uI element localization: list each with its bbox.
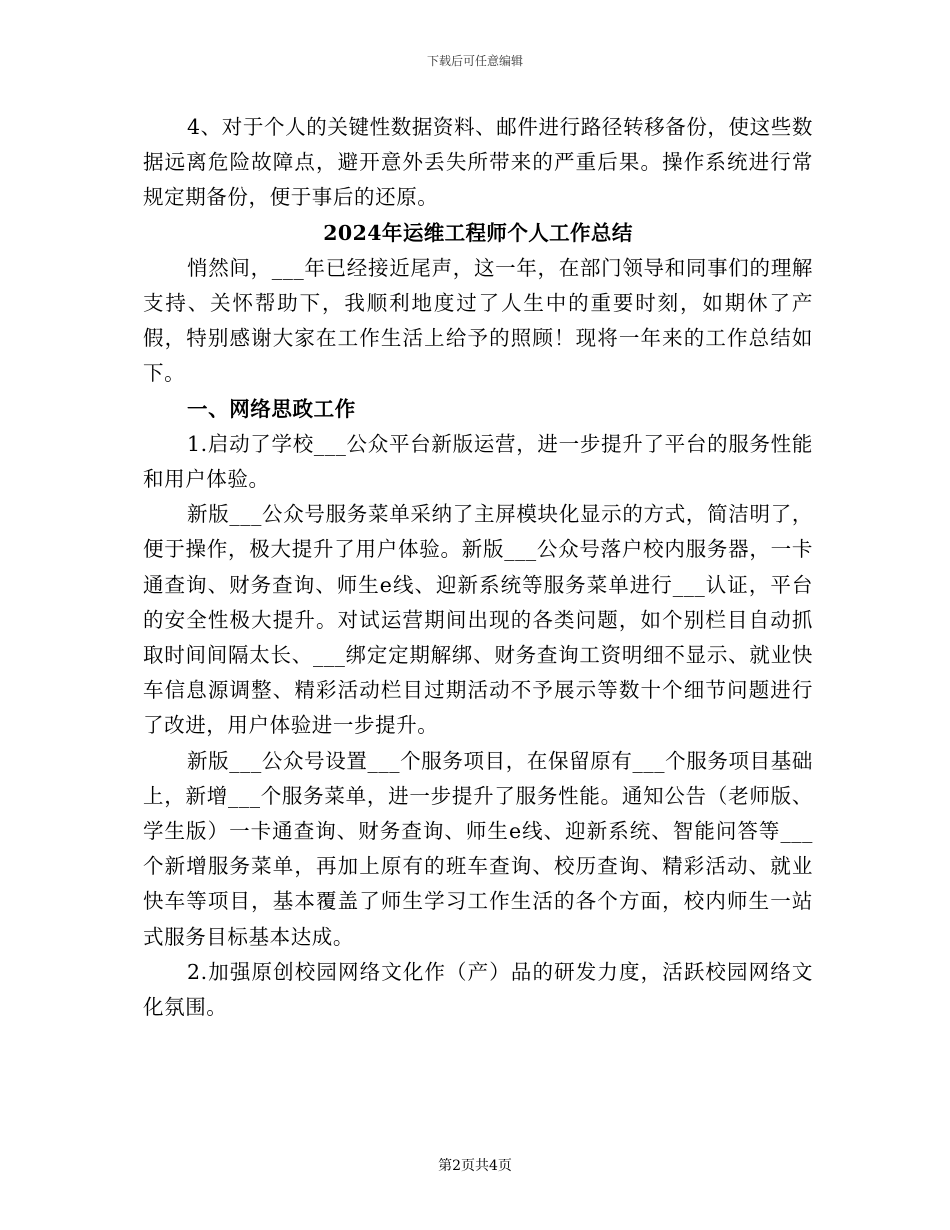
page-header: 下载后可任意编辑 [426,54,523,68]
paragraph-service-items: 新版___公众号设置___个服务项目，在保留原有___个服务项目基础上，新增___个服务菜单，进一步提升了服务性能。通知公告（老师版、学生版）一卡通查询、财务查询、师生e线、迎新系统、智能问答等___个新增服务菜单，再加上原有的班车查询、校历查询、精彩活动、就业快车等项目，基本覆盖了师生学习工作生活的各个方面，校内师生一站式服务目标基本达成。 [143,748,813,949]
paragraph-backup-note: 4、对于个人的关键性数据资料、邮件进行路径转移备份，使这些数据远离危险故障点，避开意外丢失所带来的严重后果。操作系统进行常规定期备份，便于事后的还原。 [143,115,813,210]
paragraph-intro: 悄然间，___年已经接近尾声，这一年，在部门领导和同事们的理解支持、关怀帮助下，我顺利地度过了人生中的重要时刻，如期休了产假，特别感谢大家在工作生活上给予的照顾！现将一年来的工作总结如下。 [143,255,813,386]
section-heading-network: 一、网络思政工作 [187,396,356,421]
document-title: 2024年运维工程师个人工作总结 [323,220,633,245]
paragraph-new-menu: 新版___公众号服务菜单采纳了主屏模块化显示的方式，简洁明了，便于操作，极大提升了用户体验。新版___公众号落户校内服务器，一卡通查询、财务查询、师生e线、迎新系统等服务菜单进行___认证，平台的安全性极大提升。对试运营期间出现的各类问题，如个别栏目自动抓取时间间隔太长、___绑定定期解绑、财务查询工资明细不显示、就业快车信息源调整、精彩活动栏目过期活动不予展示等数十个细节问题进行了改进，用户体验进一步提升。 [143,502,813,738]
document-body [143,110,813,1025]
paragraph-item-1: 1.启动了学校___公众平台新版运营，进一步提升了平台的服务性能和用户体验。 [143,431,813,492]
paragraph-item-2: 2.加强原创校园网络文化作（产）品的研发力度，活跃校园网络文化氛围。 [143,959,813,1020]
page-number: 第2页共4页 [438,1158,512,1174]
